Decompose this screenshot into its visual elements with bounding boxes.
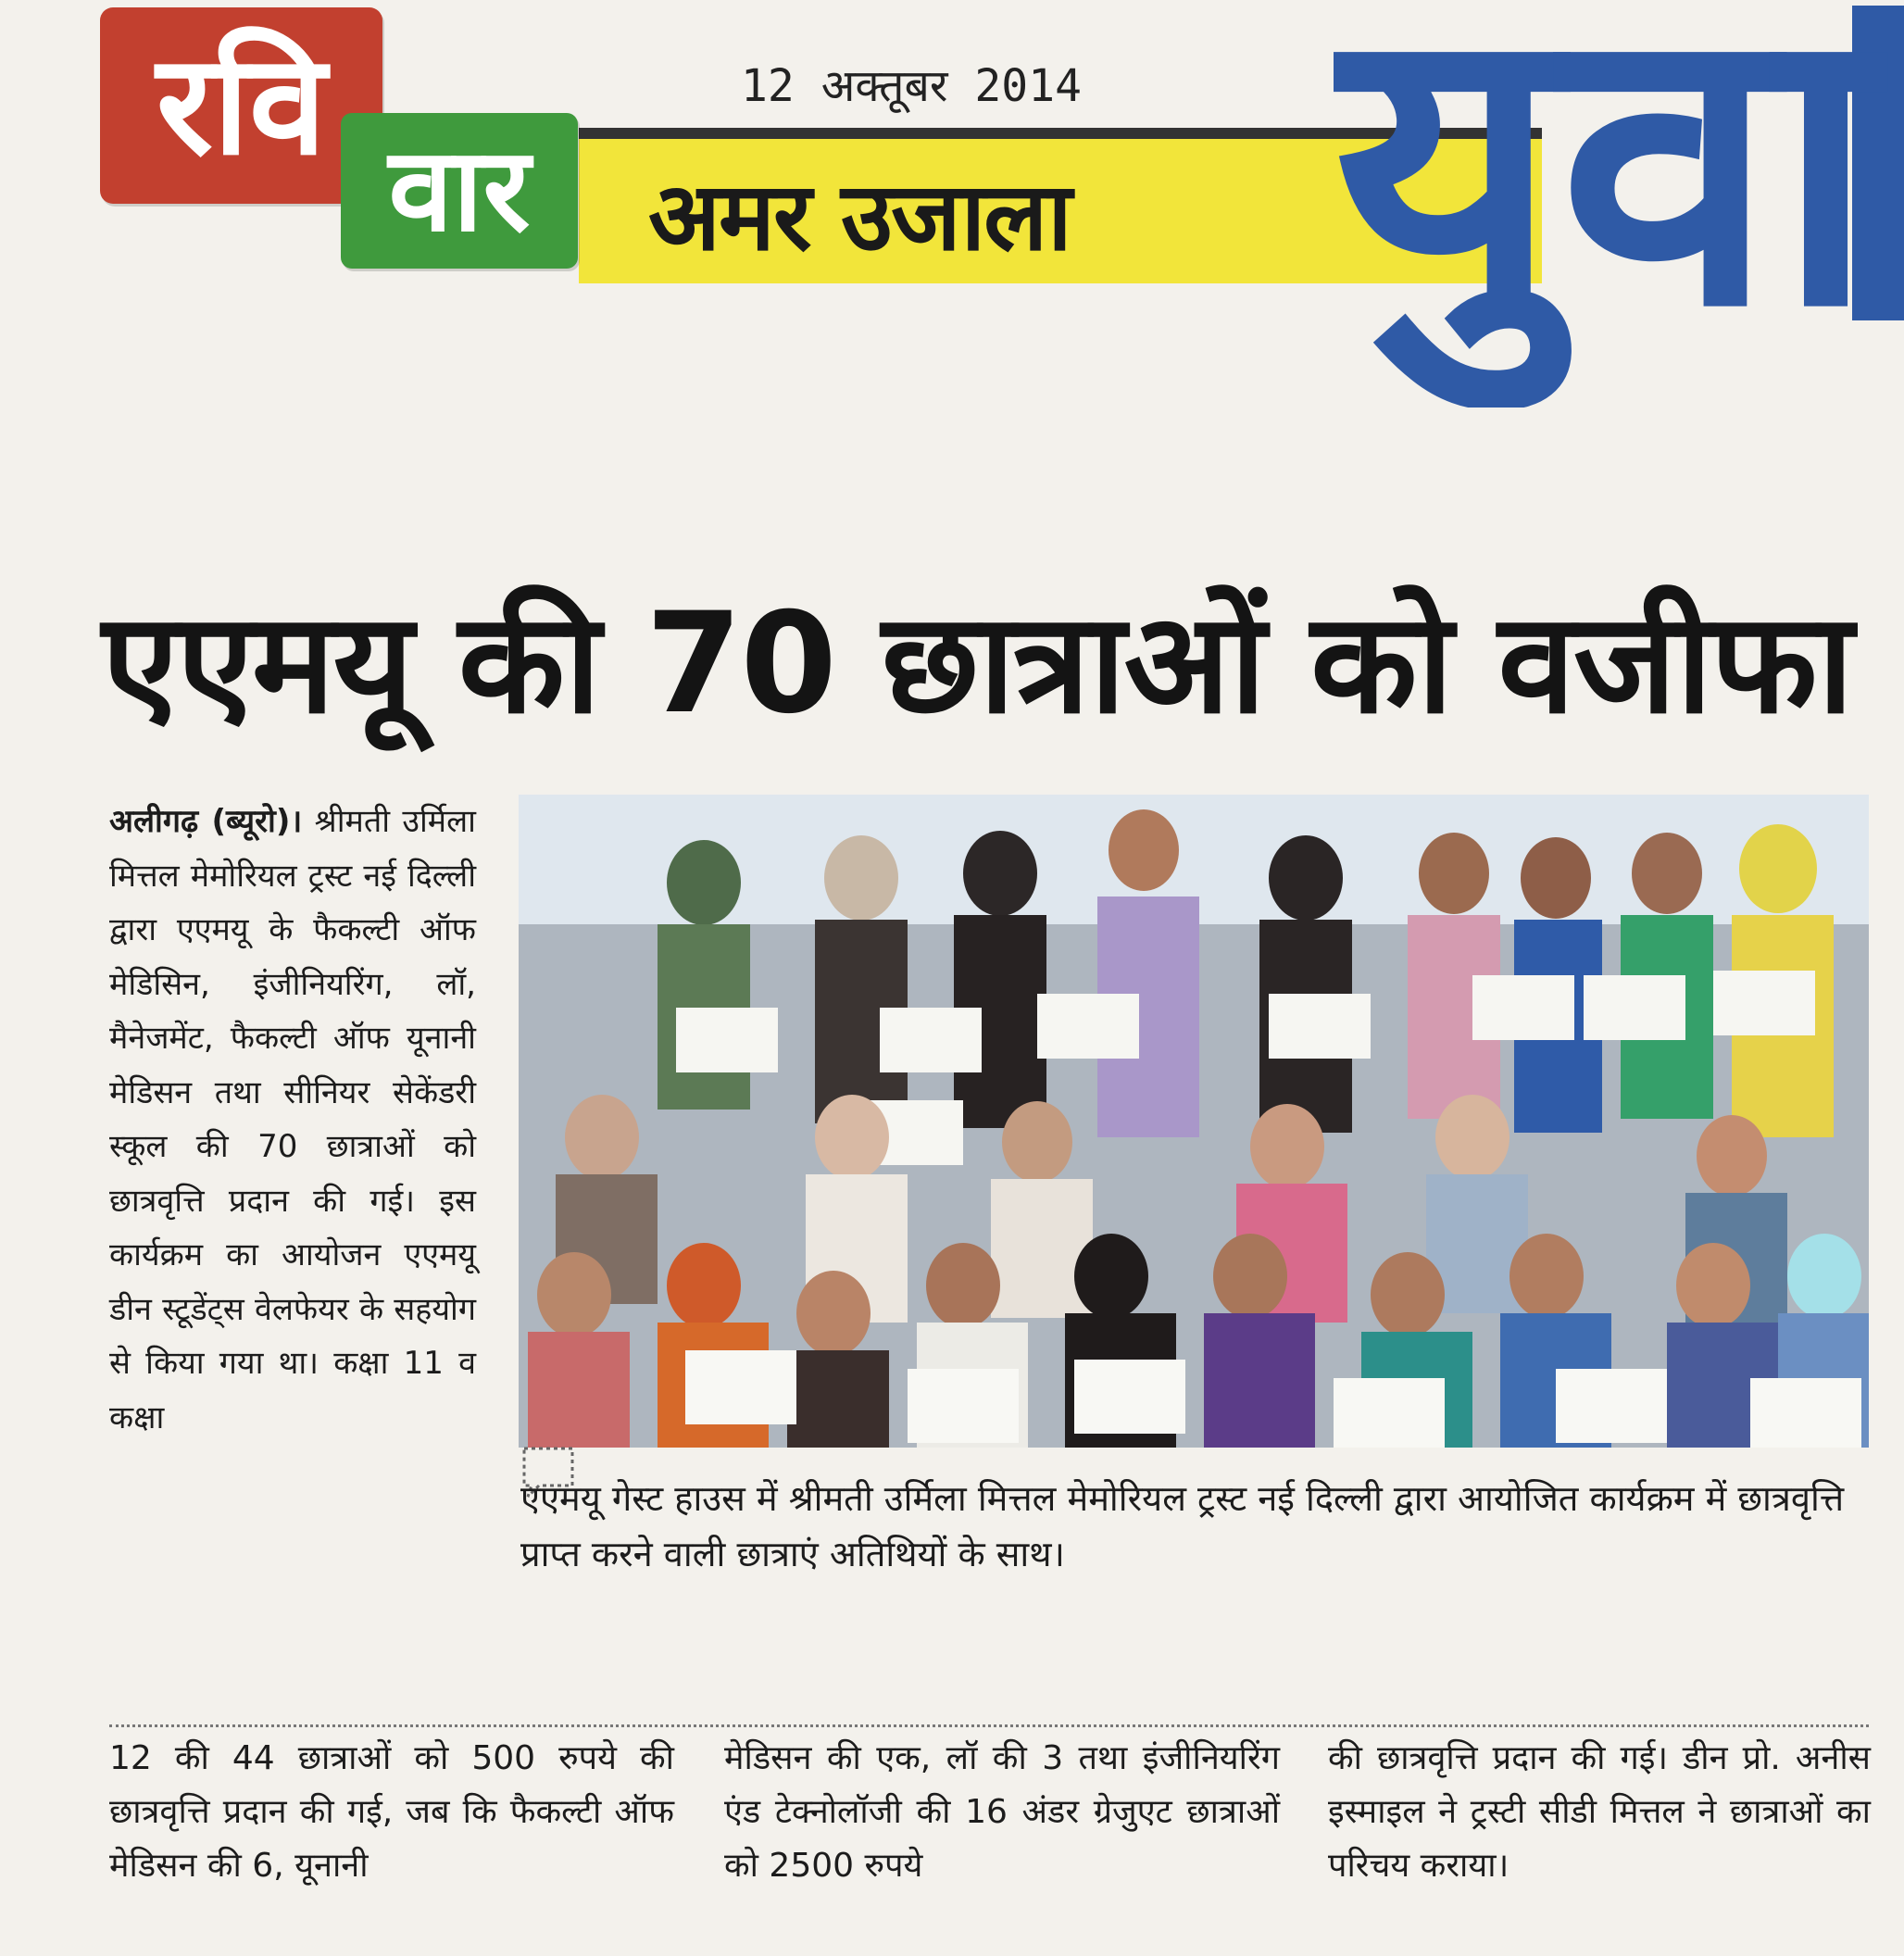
issue-date: 12 अक्तूबर 2014 bbox=[741, 60, 1082, 112]
article-column-2: मेडिसन की एक, लॉ की 3 तथा इंजीनियरिंग एंड टेक्नोलॉजी की 16 अंडर ग्रेजुएट छात्राओं को 2500 रुपये bbox=[724, 1739, 1280, 1885]
lead-text: श्रीमती उर्मिला मित्तल मेमोरियल ट्रस्ट नई दिल्ली द्वारा एएमयू के फैकल्टी ऑफ मेडिसिन, इंजीनियरिंग, लॉ, मैनेजमेंट, फैकल्टी ऑफ यूनानी मेडिसन तथा सीनियर सेकेंडरी स्कूल की 70 छात्राओं को छात्रवृत्ति प्रदान की गई। इस कार्यक्रम का आयोजन एएमयू डीन स्टूडेंट्स वेलफेयर के सहयोग से किया गया था। कक्षा 11 व कक्षा bbox=[109, 803, 476, 1436]
group-photo-illustration bbox=[519, 795, 1869, 1448]
article-column-3: की छात्रवृत्ति प्रदान की गई। डीन प्रो. अनीस इस्माइल ने ट्रस्टी सीडी मित्तल ने छात्राओं का परिचय कराया। bbox=[1328, 1739, 1871, 1885]
ravi-logo: रवि bbox=[100, 7, 382, 204]
newspaper-name: अमर उजाला bbox=[648, 162, 1071, 272]
section-title: युवा bbox=[1334, 0, 1876, 393]
dotted-divider bbox=[109, 1724, 1869, 1727]
vaar-logo: वार bbox=[341, 113, 578, 269]
group-photo bbox=[519, 795, 1869, 1448]
dateline: अलीगढ़ (ब्यूरो)। bbox=[109, 803, 303, 840]
article-column-1: 12 की 44 छात्राओं को 500 रुपये की छात्रवृत्ति प्रदान की गई, जब कि फैकल्टी ऑफ मेडिसन की 6, यूनानी bbox=[109, 1739, 674, 1885]
lead-column bbox=[109, 795, 476, 1721]
headline: एएमयू की 70 छात्राओं को वजीफा bbox=[102, 583, 1852, 745]
photo-caption: एएमयू गेस्ट हाउस में श्रीमती उर्मिला मित्तल मेमोरियल ट्रस्ट नई दिल्ली द्वारा आयोजित कार्यक्रम में छात्रवृत्ति प्राप्त करने वाली छात्राएं अतिथियों के साथ। bbox=[520, 1478, 1845, 1574]
